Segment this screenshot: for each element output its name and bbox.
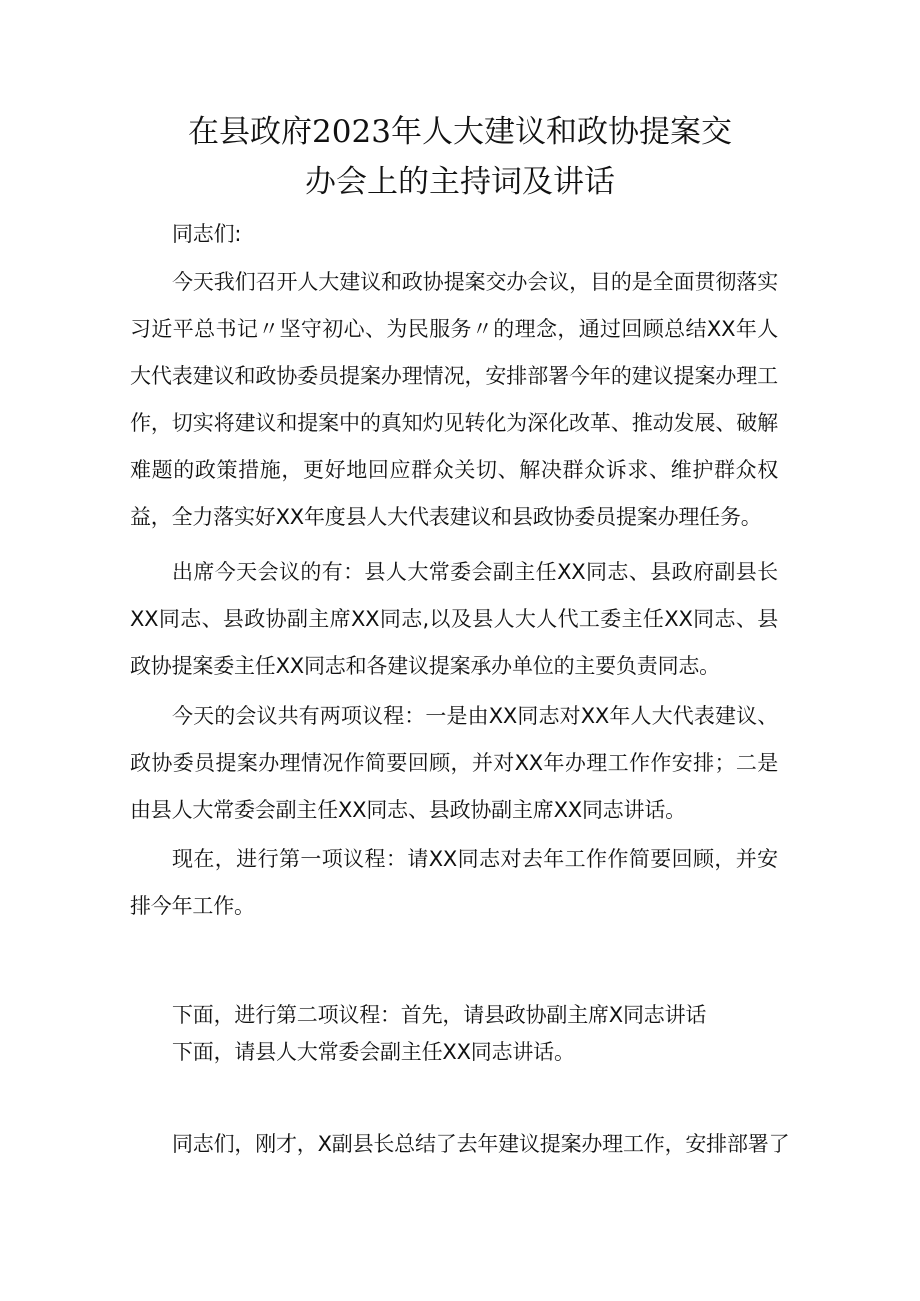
line-closing-start: 同志们，刚才，X副县长总结了去年建议提案办理工作，安排部署了 bbox=[172, 1132, 790, 1156]
document-title-line-2: 办会上的主持词及讲话 bbox=[305, 164, 615, 200]
line-second-item: 下面，进行第二项议程：首先，请县政协副主席X同志讲话 bbox=[172, 1003, 707, 1027]
line-next-speaker: 下面，请县人大常委会副主任XX同志讲话。 bbox=[172, 1040, 575, 1064]
salutation: 同志们: bbox=[172, 222, 242, 246]
paragraph-agenda: 今天的会议共有两项议程：一是由XX同志对XX年人大代表建议、政协委员提案办理情况作简要回顾，并对XX年办理工作作安排；二是由县人大常委会副主任XX同志、县政协副主席XX同志讲话。 bbox=[130, 704, 778, 822]
paragraph-purpose: 今天我们召开人大建议和政协提案交办会议，目的是全面贯彻落实习近平总书记〃坚守初心、为民服务〃的理念，通过回顾总结XX年人大代表建议和政协委员提案办理情况，安排部署今年的建议提案办理工作，切实将建议和提案中的真知灼见转化为深化改革、推动发展、破解难题的政策措施，更好地回应群众关切、解决群众诉求、维护群众权益，全力落实好XX年度县人大代表建议和县政协委员提案办理任务。 bbox=[130, 270, 778, 529]
paragraph-attendees: 出席今天会议的有：县人大常委会副主任XX同志、县政府副县长XX同志、县政协副主席XX同志,以及县人大人代工委主任XX同志、县政协提案委主任XX同志和各建议提案承办单位的主要负责同志。 bbox=[130, 560, 778, 678]
paragraph-first-item: 现在，进行第一项议程：请XX同志对去年工作作简要回顾，并安排今年工作。 bbox=[130, 847, 778, 918]
document-title-line-1: 在县政府2023年人大建议和政协提案交 bbox=[188, 114, 732, 150]
